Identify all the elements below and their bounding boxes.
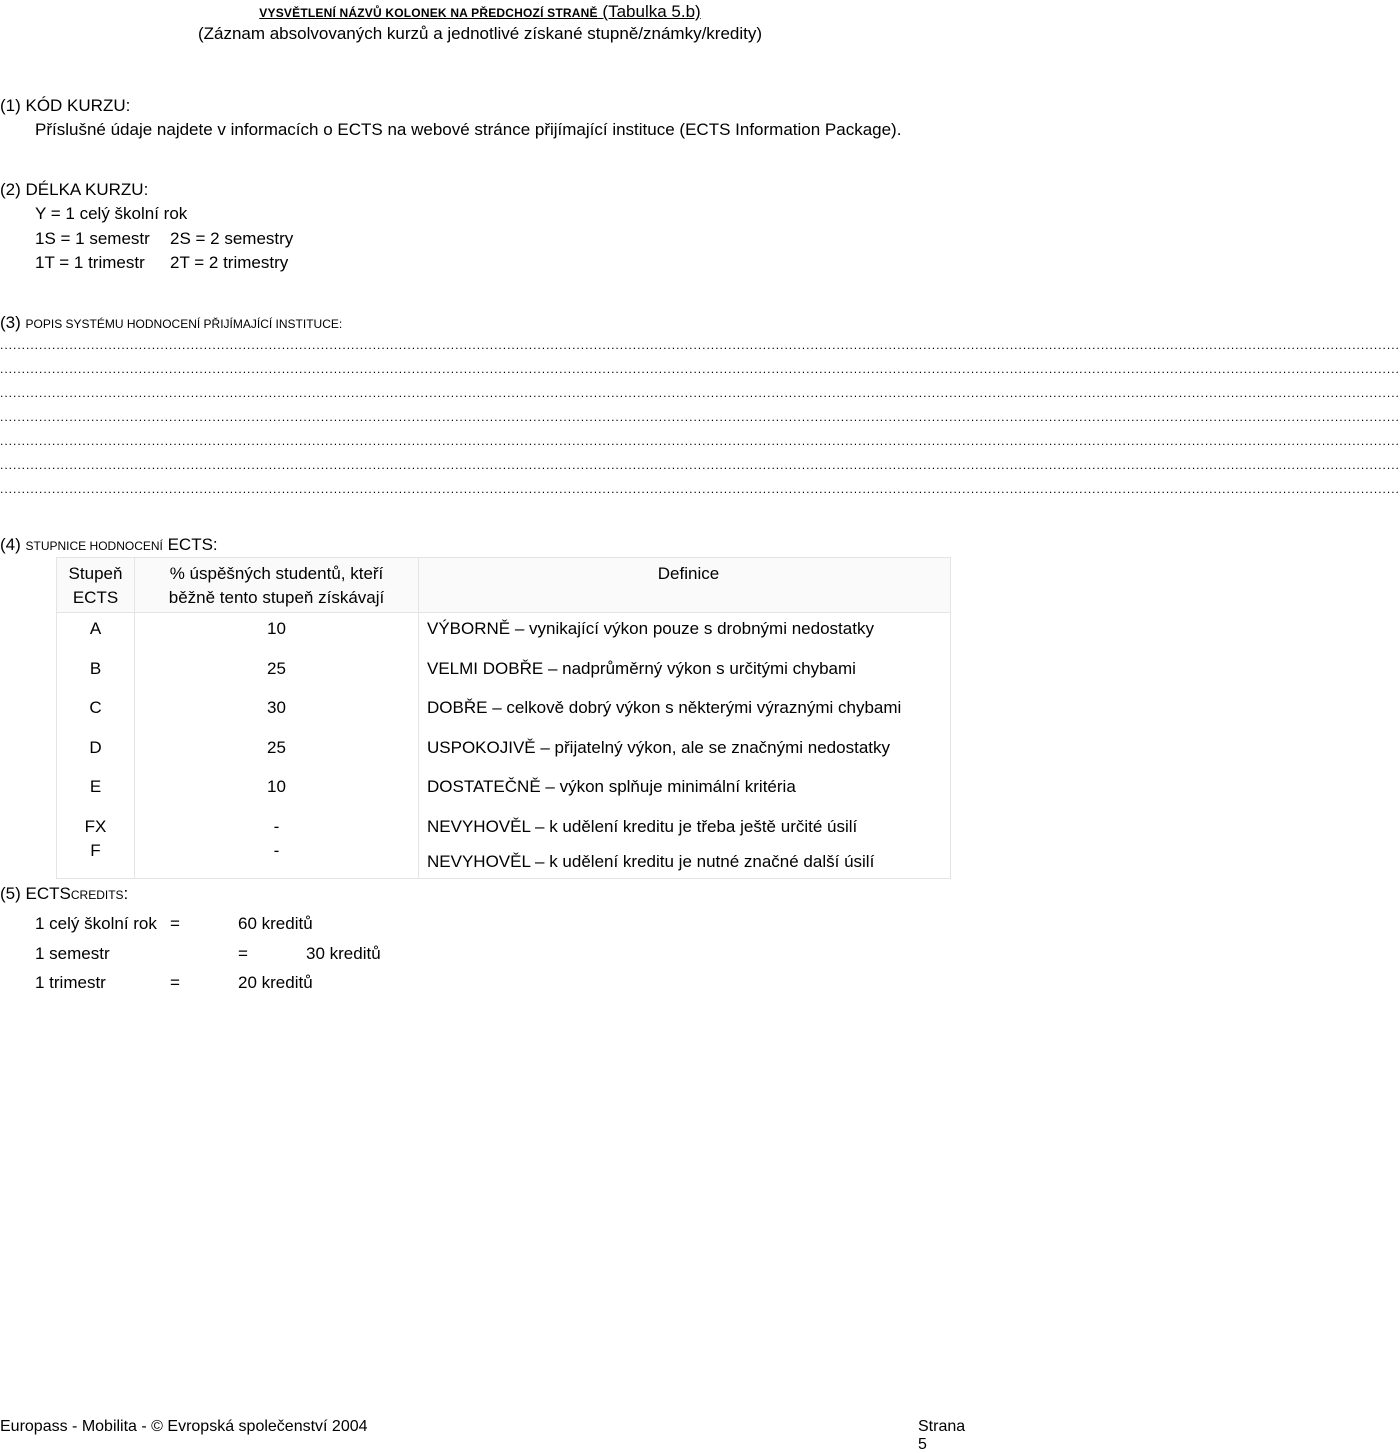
credit-line-label: 1 celý školní rok: [35, 914, 157, 933]
footer-page-label: Strana: [918, 1418, 966, 1435]
document-subtitle: (Záznam absolvovaných kurzů a jednotlivé získané stupně/známky/kredity): [197, 24, 763, 43]
section3-title: POPIS SYSTÉMU HODNOCENÍ PŘIJÍMAJÍCÍ INSTITUCE:: [25, 317, 343, 331]
section4-title: STUPNICE HODNOCENÍ: [25, 539, 163, 553]
percent-cell: [135, 811, 419, 879]
grade-cell: A: [57, 613, 135, 653]
section3-heading: [0, 313, 342, 333]
definition-label: DOBŘE: [427, 698, 488, 717]
header-definition: Definice: [419, 558, 951, 613]
footer-copyright: Europass - Mobilita - © Evropská společenství 2004: [0, 1418, 368, 1435]
definition-label: DOSTATEČNĚ: [427, 777, 541, 796]
course-length-y: Y = 1 celý školní rok: [35, 204, 188, 223]
table-row: [57, 653, 951, 693]
table-header-row: [57, 558, 951, 613]
section5-colon: :: [123, 884, 129, 903]
table-row: [57, 811, 951, 879]
percent-fx: -: [273, 816, 280, 836]
percent-f: -: [273, 840, 280, 860]
definition-label: USPOKOJIVĚ: [427, 737, 536, 757]
definition-cell: [419, 692, 951, 732]
header-percent: [135, 558, 419, 613]
section5-credits: CREDITS: [70, 888, 124, 902]
dotted-line: ...................................................................................................................................................................................................................................................................................................................................: [0, 362, 1400, 376]
percent-cell: 10: [135, 613, 419, 653]
percent-cell: 30: [135, 692, 419, 732]
table-row: [57, 771, 951, 811]
credit-line-label: 1 trimestr: [35, 973, 106, 992]
section2-heading: (2) DÉLKA KURZU:: [0, 180, 149, 199]
definition-text: – k udělení kreditu je nutné značné další úsilí: [535, 851, 875, 871]
section5-heading: [0, 884, 128, 904]
header-grade: [57, 558, 135, 613]
grade-cell: C: [57, 692, 135, 732]
header-grade-line1: Stupeň: [68, 564, 123, 583]
definition-cell: [419, 613, 951, 653]
section1-heading: (1) KÓD KURZU:: [0, 96, 131, 115]
definition-text: – nadprůměrný výkon s určitými chybami: [547, 658, 856, 678]
table-row: [57, 732, 951, 772]
title-smallcaps: VYSVĚTLENÍ NÁZVŮ KOLONEK NA PŘEDCHOZÍ STRANĚ: [259, 6, 598, 20]
footer-page-number: 5: [918, 1436, 927, 1453]
definition-cell: [419, 811, 951, 879]
definition-cell: [419, 771, 951, 811]
definition-text: – celkově dobrý výkon s některými výraznými chybami: [492, 698, 902, 717]
grade-cell: D: [57, 732, 135, 772]
definition-label: NEVYHOVĚL: [427, 851, 531, 871]
definition-cell: [419, 653, 951, 693]
percent-cell: 25: [135, 653, 419, 693]
grade-cell: B: [57, 653, 135, 693]
credit-line-eq: =: [238, 944, 248, 963]
table-row: [57, 613, 951, 653]
definition-label: VELMI DOBŘE: [427, 658, 544, 678]
section1-text: Příslušné údaje najdete v informacích o ECTS na webové stránce přijímající instituce (ECTS Information Package).: [35, 120, 902, 139]
document-title: [0, 2, 960, 22]
credit-line-value: 60 kreditů: [238, 914, 313, 933]
definition-f: [427, 850, 950, 878]
definition-text: – k udělení kreditu je třeba ještě určité úsilí: [535, 816, 858, 836]
definition-text: – přijatelný výkon, ale se značnými nedostatky: [540, 737, 890, 757]
grade-cell: E: [57, 771, 135, 811]
dotted-line: ...................................................................................................................................................................................................................................................................................................................................: [0, 338, 1400, 352]
dotted-line: ...................................................................................................................................................................................................................................................................................................................................: [0, 386, 1400, 400]
grade-f: F: [90, 840, 101, 860]
credit-line-value: 20 kreditů: [238, 973, 313, 992]
definition-label: NEVYHOVĚL: [427, 816, 531, 836]
definition-text: – vynikající výkon pouze s drobnými nedostatky: [514, 619, 874, 638]
dotted-line: ...................................................................................................................................................................................................................................................................................................................................: [0, 482, 1400, 496]
section4-ects: ECTS:: [167, 535, 218, 554]
credit-line-label: 1 semestr: [35, 944, 110, 963]
table-row: [57, 692, 951, 732]
header-grade-line2: ECTS: [72, 588, 119, 607]
course-length-1t: 1T = 1 trimestr: [35, 253, 145, 272]
definition-text: – výkon splňuje minimální kritéria: [545, 777, 796, 796]
header-percent-line1: % úspěšných studentů, kteří: [169, 564, 384, 583]
definition-cell: [419, 732, 951, 772]
section4-heading: [0, 535, 218, 555]
definition-fx: [427, 815, 950, 839]
grade-fx: FX: [84, 816, 107, 836]
ects-grading-table: [56, 557, 951, 879]
course-length-2s: 2S = 2 semestry: [170, 229, 294, 248]
header-percent-line2: běžně tento stupeň získávají: [168, 588, 385, 607]
credit-line-eq: =: [170, 973, 180, 992]
credit-line-eq: =: [170, 914, 180, 933]
grade-cell: [57, 811, 135, 879]
course-length-2t: 2T = 2 trimestry: [170, 253, 289, 272]
percent-cell: 25: [135, 732, 419, 772]
dotted-line: ...................................................................................................................................................................................................................................................................................................................................: [0, 434, 1400, 448]
percent-cell: 10: [135, 771, 419, 811]
course-length-1s: 1S = 1 semestr: [35, 229, 150, 248]
title-table-ref: (Tabulka 5.b): [602, 2, 701, 21]
definition-label: VÝBORNĚ: [427, 619, 511, 638]
dotted-line: ...................................................................................................................................................................................................................................................................................................................................: [0, 458, 1400, 472]
section4-number: (4): [0, 535, 21, 554]
section5-ects: ECTS: [25, 884, 71, 903]
dotted-line: ...................................................................................................................................................................................................................................................................................................................................: [0, 410, 1400, 424]
section5-number: (5): [0, 884, 21, 903]
credit-line-value: 30 kreditů: [306, 944, 381, 963]
section3-number: (3): [0, 313, 21, 332]
